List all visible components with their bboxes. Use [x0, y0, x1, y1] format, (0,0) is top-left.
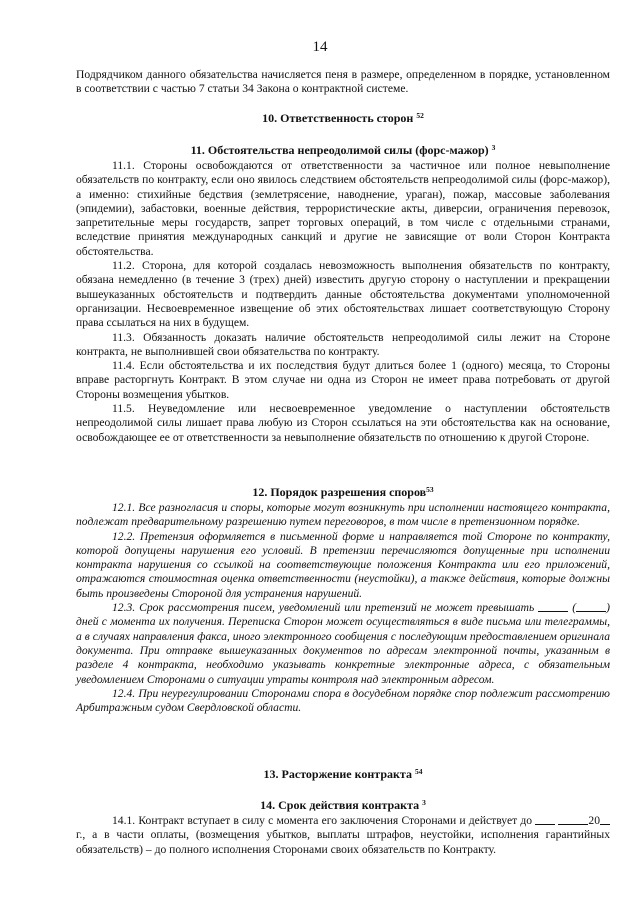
section-13-heading: 13. Расторжение контракта $^{54}$ — [263, 767, 423, 781]
paragraph-11-3: 11.3. Обязанность доказать наличие обстоятельств непреодолимой силы лежит на Стороне контракта, не выполнившей свои обязательства по контракту. — [76, 330, 610, 358]
days-blank — [538, 601, 568, 612]
section-11-heading: 11. Обстоятельства непреодолимой силы (форс-мажор) $^3$ — [190, 143, 496, 157]
paragraph-12-3: 12.3. Срок рассмотрения писем, уведомлений или претензий не может превышать ( ) дней с момента их получения. Переписка Сторон может осуществляться в виде письма или телеграммы, а в случаях направления факса, иного электронного сообщения с последующим предоставлением оригинала документа. При отправке вышеуказанных документов по адресам электронной почты, указанным в разделе 4 контракта, необходимо указывать конкретные электронные адреса, с обязательным уведомлением Сторонами о ситуации утраты контроля над электронным адресом. — [76, 601, 610, 686]
end-year-blank — [600, 814, 610, 825]
section-12-body — [76, 501, 610, 715]
section-14-body — [76, 814, 610, 857]
days-words-blank — [576, 601, 606, 612]
paragraph-11-2: 11.2. Сторона, для которой создалась невозможность выполнения обязательств по контракту, обязана немедленно (в течение 3 (трех) дней) известить другую сторону о наступлении и прекращении вышеуказанных обстоятельств и подтвердить данные обстоятельства документами уполномоченной организации. Несвоевременное извещение об этих обстоятельствах лишает соответствующую Сторону права ссылаться на них в будущем. — [76, 259, 610, 330]
section-10-heading: 10. Ответственность сторон $^{52}$ — [262, 111, 424, 125]
page-number: 14 — [312, 39, 328, 55]
paragraph-14-1: 14.1. Контракт вступает в силу с момента его заключения Сторонами и действует до 20 г., а в части оплаты, (возмещения убытков, выплаты штрафов, неустойки, исполнения гарантийных обязательств) – до полного исполнения Сторонами своих обязательств по Контракту. — [76, 814, 610, 856]
section-14-heading: 14. Срок действия контракта $^3$ — [260, 798, 426, 812]
end-month-blank — [558, 814, 588, 825]
paragraph-12-4: 12.4. При неурегулировании Сторонами спора в досудебном порядке спор подлежит рассмотрению Арбитражным судом Свердловской области. — [76, 686, 610, 715]
section-11-body — [76, 159, 610, 445]
paragraph-11-1: 11.1. Стороны освобождаются от ответственности за частичное или полное невыполнение обязательств по контракту, если оно явилось следствием обстоятельств непреодолимой силы (форс-мажор), а именно: стихийные бедствия (землетрясение, наводнение, ураган), пожар, массовые заболевания (эпидемии), забастовки, военные действия, террористические акты, диверсии, ограничения перевозок, запретительные меры государств, запрет торговых операций, в том числе с отдельными странами, вследствие принятия международных санкций и другие не зависящие от воли Сторон Контракта обстоятельства. — [76, 159, 610, 258]
paragraph-11-5: 11.5. Неуведомление или несвоевременное уведомление о наступлении обстоятельств непреодолимой силы лишает права любую из Сторон ссылаться на эти обстоятельства как на основание, освобождающее ее от ответственности за невыполнение обязательств по отношению к другой Стороне. — [76, 402, 610, 444]
intro-paragraph: Подрядчиком данного обязательства начисляется пеня в размере, определенном в порядке, установленном в соответствии с частью 7 статьи 34 Закона о контрактной системе. — [76, 68, 610, 96]
section-12-heading: 12. Порядок разрешения споров$^{53}$ — [252, 485, 434, 499]
paragraph-12-2: 12.2. Претензия оформляется в письменной форме и направляется той Стороне по контракту, которой допущены нарушения его условий. В претензии перечисляются допущенные при исполнении контракта нарушения со ссылкой на соответствующие положения Контракта или его приложений, отражаются стоимостная оценка ответственности (неустойки), а также действия, которые должны быть произведены Стороной для устранения нарушений. — [76, 529, 610, 600]
paragraph-12-1: 12.1. Все разногласия и споры, которые могут возникнуть при исполнении настоящего контракта, подлежат предварительному разрешению путем переговоров, в том числе в претензионном порядке. — [76, 501, 610, 529]
end-day-blank — [535, 814, 555, 825]
paragraph-11-4: 11.4. Если обстоятельства и их последствия будут длиться более 1 (одного) месяца, то Стороны вправе расторгнуть Контракт. В этом случае ни одна из Сторон не имеет права потребовать от другой Стороны возмещения убытков. — [76, 359, 610, 401]
